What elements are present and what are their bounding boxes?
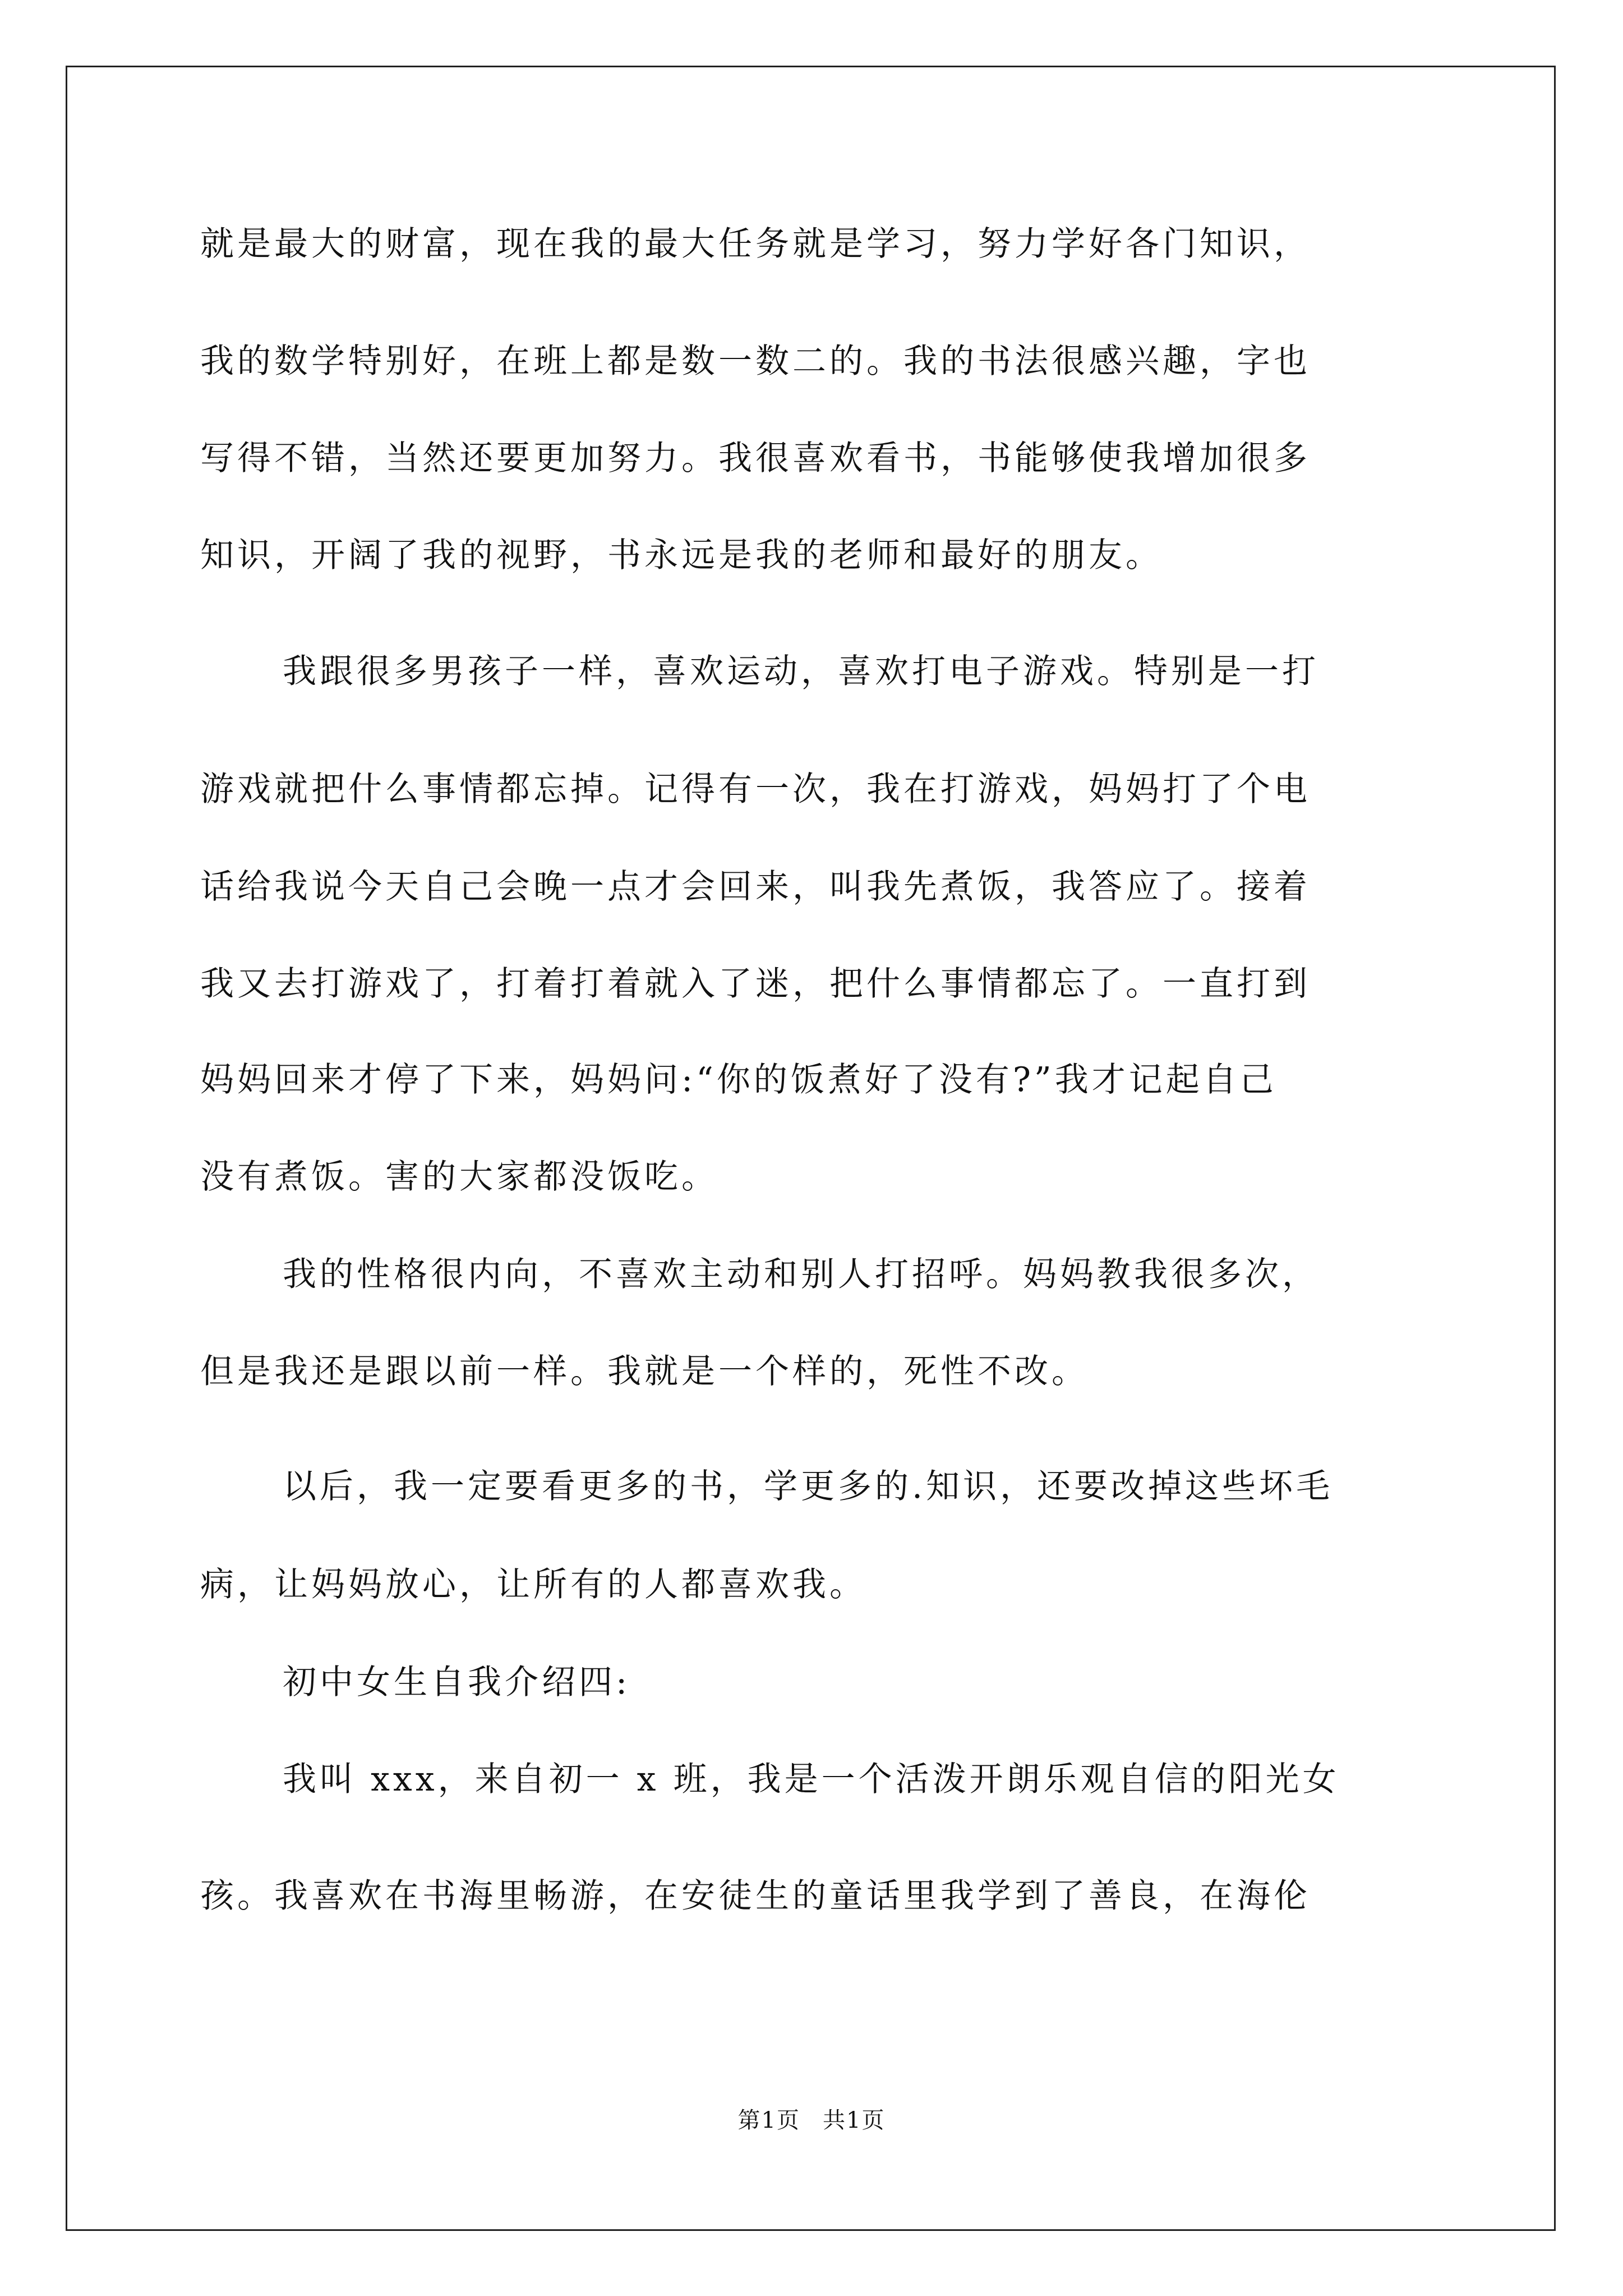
text-line: 孩。我喜欢在书海里畅游，在安徒生的童话里我学到了善良，在海伦 xyxy=(200,1876,1311,1916)
text-line: 就是最大的财富，现在我的最大任务就是学习，努力学好各门知识， xyxy=(200,224,1311,264)
text-line: 妈妈回来才停了下来，妈妈问:“你的饭煮好了没有?”我才记起自己 xyxy=(200,1060,1277,1099)
text-line: 我跟很多男孩子一样，喜欢运动，喜欢打电子游戏。特别是一打 xyxy=(283,652,1319,691)
section-heading: 初中女生自我介绍四: xyxy=(283,1663,631,1702)
text-line: 我的数学特别好，在班上都是数一数二的。我的书法很感兴趣，字也 xyxy=(200,342,1311,381)
text-line: 没有煮饭。害的大家都没饭吃。 xyxy=(200,1157,718,1197)
text-line: 我的性格很内向，不喜欢主动和别人打招呼。妈妈教我很多次， xyxy=(283,1255,1319,1294)
text-line: 我又去打游戏了，打着打着就入了迷，把什么事情都忘了。一直打到 xyxy=(200,964,1311,1004)
text-line: 病，让妈妈放心，让所有的人都喜欢我。 xyxy=(200,1565,866,1604)
text-line: 游戏就把什么事情都忘掉。记得有一次，我在打游戏，妈妈打了个电 xyxy=(200,770,1311,809)
text-line: 但是我还是跟以前一样。我就是一个样的，死性不改。 xyxy=(200,1352,1089,1391)
text-line: 话给我说今天自己会晚一点才会回来，叫我先煮饭，我答应了。接着 xyxy=(200,867,1311,907)
text-line: 知识，开阔了我的视野，书永远是我的老师和最好的朋友。 xyxy=(200,536,1163,575)
text-line: 写得不错，当然还要更加努力。我很喜欢看书，书能够使我增加很多 xyxy=(200,439,1311,478)
text-line: 以后，我一定要看更多的书，学更多的.知识，还要改掉这些坏毛 xyxy=(283,1467,1334,1506)
text-line: 我叫 xxx，来自初一 x 班，我是一个活泼开朗乐观自信的阳光女 xyxy=(283,1760,1340,1799)
page-footer xyxy=(0,2106,1623,2134)
page-total: 共1页 xyxy=(823,2108,886,2133)
page-number: 第1页 xyxy=(737,2108,800,2133)
